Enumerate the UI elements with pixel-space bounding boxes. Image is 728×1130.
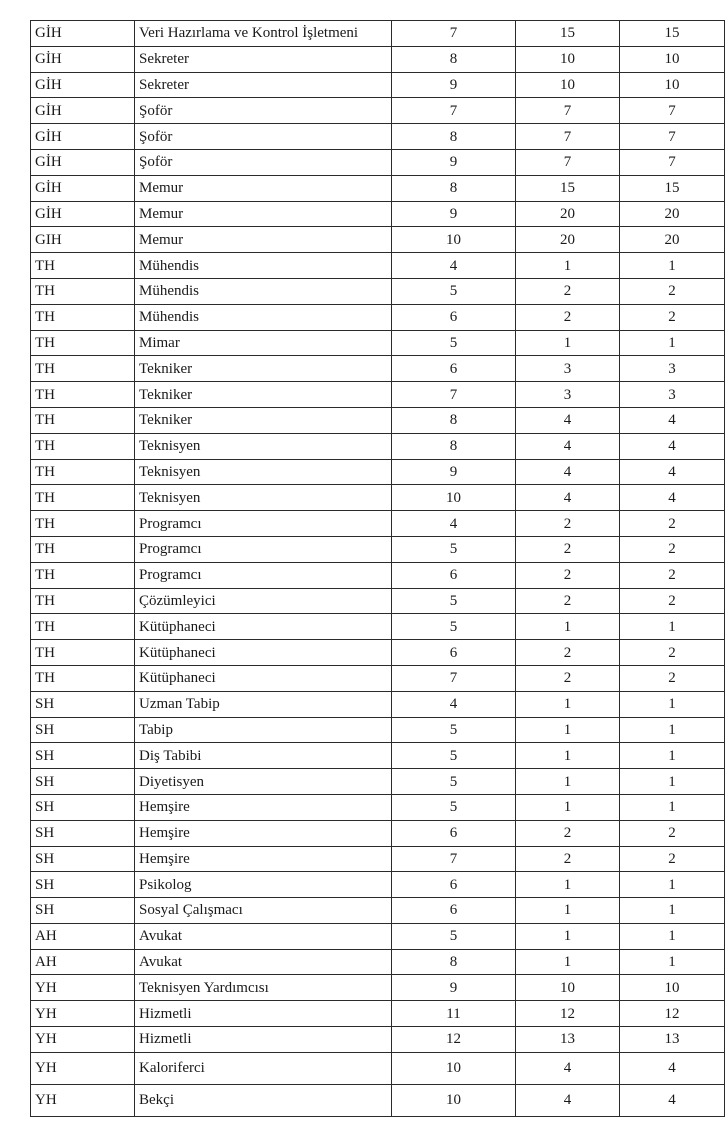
- title-cell: Uzman Tabip: [135, 691, 392, 717]
- grade-cell: 7: [392, 21, 516, 47]
- title-cell: Tekniker: [135, 382, 392, 408]
- count-a-cell: 2: [516, 536, 620, 562]
- group-cell: YH: [31, 975, 135, 1001]
- grade-cell: 9: [392, 72, 516, 98]
- count-a-cell: 7: [516, 124, 620, 150]
- count-a-cell: 1: [516, 330, 620, 356]
- grade-cell: 10: [392, 1084, 516, 1116]
- count-b-cell: 4: [620, 1052, 725, 1084]
- count-a-cell: 1: [516, 717, 620, 743]
- grade-cell: 8: [392, 949, 516, 975]
- count-a-cell: 2: [516, 278, 620, 304]
- grade-cell: 10: [392, 1052, 516, 1084]
- count-a-cell: 1: [516, 949, 620, 975]
- table-row: [31, 124, 725, 150]
- title-cell: Memur: [135, 201, 392, 227]
- count-a-cell: 2: [516, 820, 620, 846]
- count-b-cell: 2: [620, 536, 725, 562]
- table-row: [31, 278, 725, 304]
- title-cell: Şoför: [135, 124, 392, 150]
- title-cell: Teknisyen: [135, 433, 392, 459]
- count-b-cell: 13: [620, 1027, 725, 1053]
- count-a-cell: 4: [516, 459, 620, 485]
- group-cell: GİH: [31, 175, 135, 201]
- title-cell: Teknisyen Yardımcısı: [135, 975, 392, 1001]
- group-cell: GİH: [31, 46, 135, 72]
- count-b-cell: 7: [620, 98, 725, 124]
- group-cell: SH: [31, 872, 135, 898]
- count-a-cell: 20: [516, 227, 620, 253]
- group-cell: TH: [31, 433, 135, 459]
- count-b-cell: 1: [620, 872, 725, 898]
- table-row: [31, 433, 725, 459]
- count-b-cell: 10: [620, 975, 725, 1001]
- grade-cell: 8: [392, 124, 516, 150]
- table-row: [31, 149, 725, 175]
- count-b-cell: 3: [620, 382, 725, 408]
- grade-cell: 4: [392, 253, 516, 279]
- count-b-cell: 1: [620, 949, 725, 975]
- group-cell: TH: [31, 356, 135, 382]
- group-cell: GİH: [31, 201, 135, 227]
- count-a-cell: 7: [516, 98, 620, 124]
- table-row: [31, 562, 725, 588]
- title-cell: Programcı: [135, 562, 392, 588]
- table-row: [31, 820, 725, 846]
- group-cell: TH: [31, 665, 135, 691]
- table-row: [31, 21, 725, 47]
- group-cell: SH: [31, 691, 135, 717]
- title-cell: Diyetisyen: [135, 769, 392, 795]
- count-b-cell: 1: [620, 330, 725, 356]
- title-cell: Kütüphaneci: [135, 614, 392, 640]
- group-cell: TH: [31, 562, 135, 588]
- table-row: [31, 382, 725, 408]
- grade-cell: 5: [392, 614, 516, 640]
- group-cell: GİH: [31, 149, 135, 175]
- grade-cell: 10: [392, 227, 516, 253]
- grade-cell: 12: [392, 1027, 516, 1053]
- grade-cell: 4: [392, 691, 516, 717]
- count-a-cell: 4: [516, 485, 620, 511]
- title-cell: Hemşire: [135, 846, 392, 872]
- title-cell: Hemşire: [135, 820, 392, 846]
- count-b-cell: 20: [620, 227, 725, 253]
- count-b-cell: 2: [620, 562, 725, 588]
- table-row: [31, 536, 725, 562]
- grade-cell: 5: [392, 794, 516, 820]
- group-cell: GIH: [31, 227, 135, 253]
- count-a-cell: 2: [516, 588, 620, 614]
- title-cell: Teknisyen: [135, 459, 392, 485]
- count-b-cell: 10: [620, 46, 725, 72]
- group-cell: GİH: [31, 72, 135, 98]
- count-b-cell: 1: [620, 717, 725, 743]
- count-b-cell: 1: [620, 898, 725, 924]
- grade-cell: 7: [392, 846, 516, 872]
- group-cell: YH: [31, 1052, 135, 1084]
- group-cell: TH: [31, 382, 135, 408]
- count-b-cell: 1: [620, 691, 725, 717]
- table-body: [31, 21, 725, 1117]
- table-row: [31, 175, 725, 201]
- group-cell: SH: [31, 717, 135, 743]
- table-row: [31, 407, 725, 433]
- table-row: [31, 459, 725, 485]
- grade-cell: 8: [392, 175, 516, 201]
- group-cell: SH: [31, 820, 135, 846]
- count-a-cell: 2: [516, 846, 620, 872]
- count-b-cell: 1: [620, 743, 725, 769]
- group-cell: SH: [31, 898, 135, 924]
- count-b-cell: 2: [620, 640, 725, 666]
- count-b-cell: 1: [620, 253, 725, 279]
- grade-cell: 5: [392, 278, 516, 304]
- grade-cell: 9: [392, 201, 516, 227]
- count-b-cell: 2: [620, 820, 725, 846]
- grade-cell: 6: [392, 304, 516, 330]
- group-cell: SH: [31, 846, 135, 872]
- group-cell: SH: [31, 769, 135, 795]
- table-row: [31, 485, 725, 511]
- count-a-cell: 10: [516, 72, 620, 98]
- group-cell: TH: [31, 459, 135, 485]
- title-cell: Diş Tabibi: [135, 743, 392, 769]
- title-cell: Şoför: [135, 149, 392, 175]
- table-row: [31, 304, 725, 330]
- title-cell: Tabip: [135, 717, 392, 743]
- count-a-cell: 3: [516, 382, 620, 408]
- count-b-cell: 2: [620, 511, 725, 537]
- title-cell: Tekniker: [135, 356, 392, 382]
- count-b-cell: 7: [620, 124, 725, 150]
- group-cell: TH: [31, 485, 135, 511]
- count-a-cell: 20: [516, 201, 620, 227]
- count-a-cell: 1: [516, 691, 620, 717]
- grade-cell: 5: [392, 330, 516, 356]
- grade-cell: 6: [392, 562, 516, 588]
- count-b-cell: 20: [620, 201, 725, 227]
- count-b-cell: 15: [620, 175, 725, 201]
- table-row: [31, 511, 725, 537]
- grade-cell: 7: [392, 665, 516, 691]
- count-a-cell: 4: [516, 1084, 620, 1116]
- count-b-cell: 1: [620, 794, 725, 820]
- count-b-cell: 10: [620, 72, 725, 98]
- table-row: [31, 227, 725, 253]
- grade-cell: 9: [392, 459, 516, 485]
- count-a-cell: 12: [516, 1001, 620, 1027]
- table-row: [31, 1027, 725, 1053]
- grade-cell: 5: [392, 588, 516, 614]
- grade-cell: 10: [392, 485, 516, 511]
- title-cell: Mühendis: [135, 304, 392, 330]
- staff-position-table: [30, 20, 725, 1117]
- count-a-cell: 1: [516, 743, 620, 769]
- grade-cell: 5: [392, 536, 516, 562]
- group-cell: TH: [31, 511, 135, 537]
- grade-cell: 8: [392, 46, 516, 72]
- count-a-cell: 1: [516, 872, 620, 898]
- group-cell: TH: [31, 536, 135, 562]
- group-cell: TH: [31, 614, 135, 640]
- title-cell: Psikolog: [135, 872, 392, 898]
- table-row: [31, 588, 725, 614]
- table-row: [31, 949, 725, 975]
- count-b-cell: 4: [620, 407, 725, 433]
- count-a-cell: 1: [516, 769, 620, 795]
- count-a-cell: 4: [516, 433, 620, 459]
- count-a-cell: 1: [516, 794, 620, 820]
- table-row: [31, 614, 725, 640]
- title-cell: Mühendis: [135, 253, 392, 279]
- count-a-cell: 2: [516, 665, 620, 691]
- table-row: [31, 846, 725, 872]
- table-row: [31, 201, 725, 227]
- group-cell: AH: [31, 923, 135, 949]
- count-b-cell: 1: [620, 614, 725, 640]
- group-cell: AH: [31, 949, 135, 975]
- group-cell: SH: [31, 794, 135, 820]
- count-b-cell: 1: [620, 769, 725, 795]
- table-row: [31, 330, 725, 356]
- grade-cell: 6: [392, 872, 516, 898]
- table-row: [31, 794, 725, 820]
- count-b-cell: 15: [620, 21, 725, 47]
- table-row: [31, 46, 725, 72]
- grade-cell: 9: [392, 975, 516, 1001]
- title-cell: Sekreter: [135, 72, 392, 98]
- group-cell: TH: [31, 330, 135, 356]
- title-cell: Programcı: [135, 511, 392, 537]
- group-cell: GİH: [31, 21, 135, 47]
- title-cell: Avukat: [135, 949, 392, 975]
- count-b-cell: 4: [620, 433, 725, 459]
- title-cell: Avukat: [135, 923, 392, 949]
- grade-cell: 7: [392, 98, 516, 124]
- grade-cell: 9: [392, 149, 516, 175]
- table-row: [31, 898, 725, 924]
- count-b-cell: 4: [620, 1084, 725, 1116]
- count-a-cell: 2: [516, 640, 620, 666]
- group-cell: YH: [31, 1001, 135, 1027]
- table-row: [31, 356, 725, 382]
- count-b-cell: 4: [620, 485, 725, 511]
- table-row: [31, 1052, 725, 1084]
- count-a-cell: 1: [516, 614, 620, 640]
- grade-cell: 6: [392, 820, 516, 846]
- count-a-cell: 4: [516, 1052, 620, 1084]
- table-row: [31, 72, 725, 98]
- title-cell: Memur: [135, 175, 392, 201]
- grade-cell: 8: [392, 407, 516, 433]
- group-cell: GİH: [31, 98, 135, 124]
- count-a-cell: 15: [516, 21, 620, 47]
- grade-cell: 5: [392, 717, 516, 743]
- count-a-cell: 1: [516, 253, 620, 279]
- table-row: [31, 665, 725, 691]
- table-row: [31, 872, 725, 898]
- title-cell: Şoför: [135, 98, 392, 124]
- grade-cell: 7: [392, 382, 516, 408]
- title-cell: Teknisyen: [135, 485, 392, 511]
- grade-cell: 5: [392, 769, 516, 795]
- title-cell: Memur: [135, 227, 392, 253]
- count-a-cell: 1: [516, 923, 620, 949]
- grade-cell: 5: [392, 923, 516, 949]
- count-a-cell: 10: [516, 46, 620, 72]
- count-a-cell: 13: [516, 1027, 620, 1053]
- group-cell: TH: [31, 304, 135, 330]
- title-cell: Kütüphaneci: [135, 640, 392, 666]
- table-row: [31, 98, 725, 124]
- group-cell: TH: [31, 588, 135, 614]
- count-a-cell: 2: [516, 304, 620, 330]
- table-row: [31, 253, 725, 279]
- title-cell: Hemşire: [135, 794, 392, 820]
- title-cell: Sosyal Çalışmacı: [135, 898, 392, 924]
- group-cell: GİH: [31, 124, 135, 150]
- count-a-cell: 2: [516, 562, 620, 588]
- count-b-cell: 2: [620, 304, 725, 330]
- count-b-cell: 7: [620, 149, 725, 175]
- count-b-cell: 2: [620, 846, 725, 872]
- grade-cell: 4: [392, 511, 516, 537]
- count-b-cell: 3: [620, 356, 725, 382]
- title-cell: Mühendis: [135, 278, 392, 304]
- table-row: [31, 743, 725, 769]
- count-a-cell: 1: [516, 898, 620, 924]
- table-row: [31, 691, 725, 717]
- group-cell: YH: [31, 1027, 135, 1053]
- group-cell: TH: [31, 640, 135, 666]
- title-cell: Sekreter: [135, 46, 392, 72]
- count-a-cell: 15: [516, 175, 620, 201]
- title-cell: Programcı: [135, 536, 392, 562]
- title-cell: Kaloriferci: [135, 1052, 392, 1084]
- title-cell: Mimar: [135, 330, 392, 356]
- count-a-cell: 7: [516, 149, 620, 175]
- grade-cell: 11: [392, 1001, 516, 1027]
- table-row: [31, 1084, 725, 1116]
- grade-cell: 6: [392, 640, 516, 666]
- grade-cell: 5: [392, 743, 516, 769]
- grade-cell: 6: [392, 898, 516, 924]
- table-row: [31, 717, 725, 743]
- count-a-cell: 2: [516, 511, 620, 537]
- count-a-cell: 10: [516, 975, 620, 1001]
- title-cell: Bekçi: [135, 1084, 392, 1116]
- title-cell: Çözümleyici: [135, 588, 392, 614]
- group-cell: YH: [31, 1084, 135, 1116]
- group-cell: SH: [31, 743, 135, 769]
- group-cell: TH: [31, 407, 135, 433]
- title-cell: Tekniker: [135, 407, 392, 433]
- count-b-cell: 4: [620, 459, 725, 485]
- table-row: [31, 975, 725, 1001]
- count-b-cell: 2: [620, 665, 725, 691]
- grade-cell: 6: [392, 356, 516, 382]
- table-row: [31, 640, 725, 666]
- count-b-cell: 1: [620, 923, 725, 949]
- group-cell: TH: [31, 278, 135, 304]
- count-a-cell: 3: [516, 356, 620, 382]
- table-row: [31, 1001, 725, 1027]
- table-row: [31, 769, 725, 795]
- title-cell: Hizmetli: [135, 1001, 392, 1027]
- count-b-cell: 2: [620, 278, 725, 304]
- count-a-cell: 4: [516, 407, 620, 433]
- title-cell: Kütüphaneci: [135, 665, 392, 691]
- title-cell: Veri Hazırlama ve Kontrol İşletmeni: [135, 21, 392, 47]
- table-row: [31, 923, 725, 949]
- group-cell: TH: [31, 253, 135, 279]
- grade-cell: 8: [392, 433, 516, 459]
- count-b-cell: 12: [620, 1001, 725, 1027]
- count-b-cell: 2: [620, 588, 725, 614]
- title-cell: Hizmetli: [135, 1027, 392, 1053]
